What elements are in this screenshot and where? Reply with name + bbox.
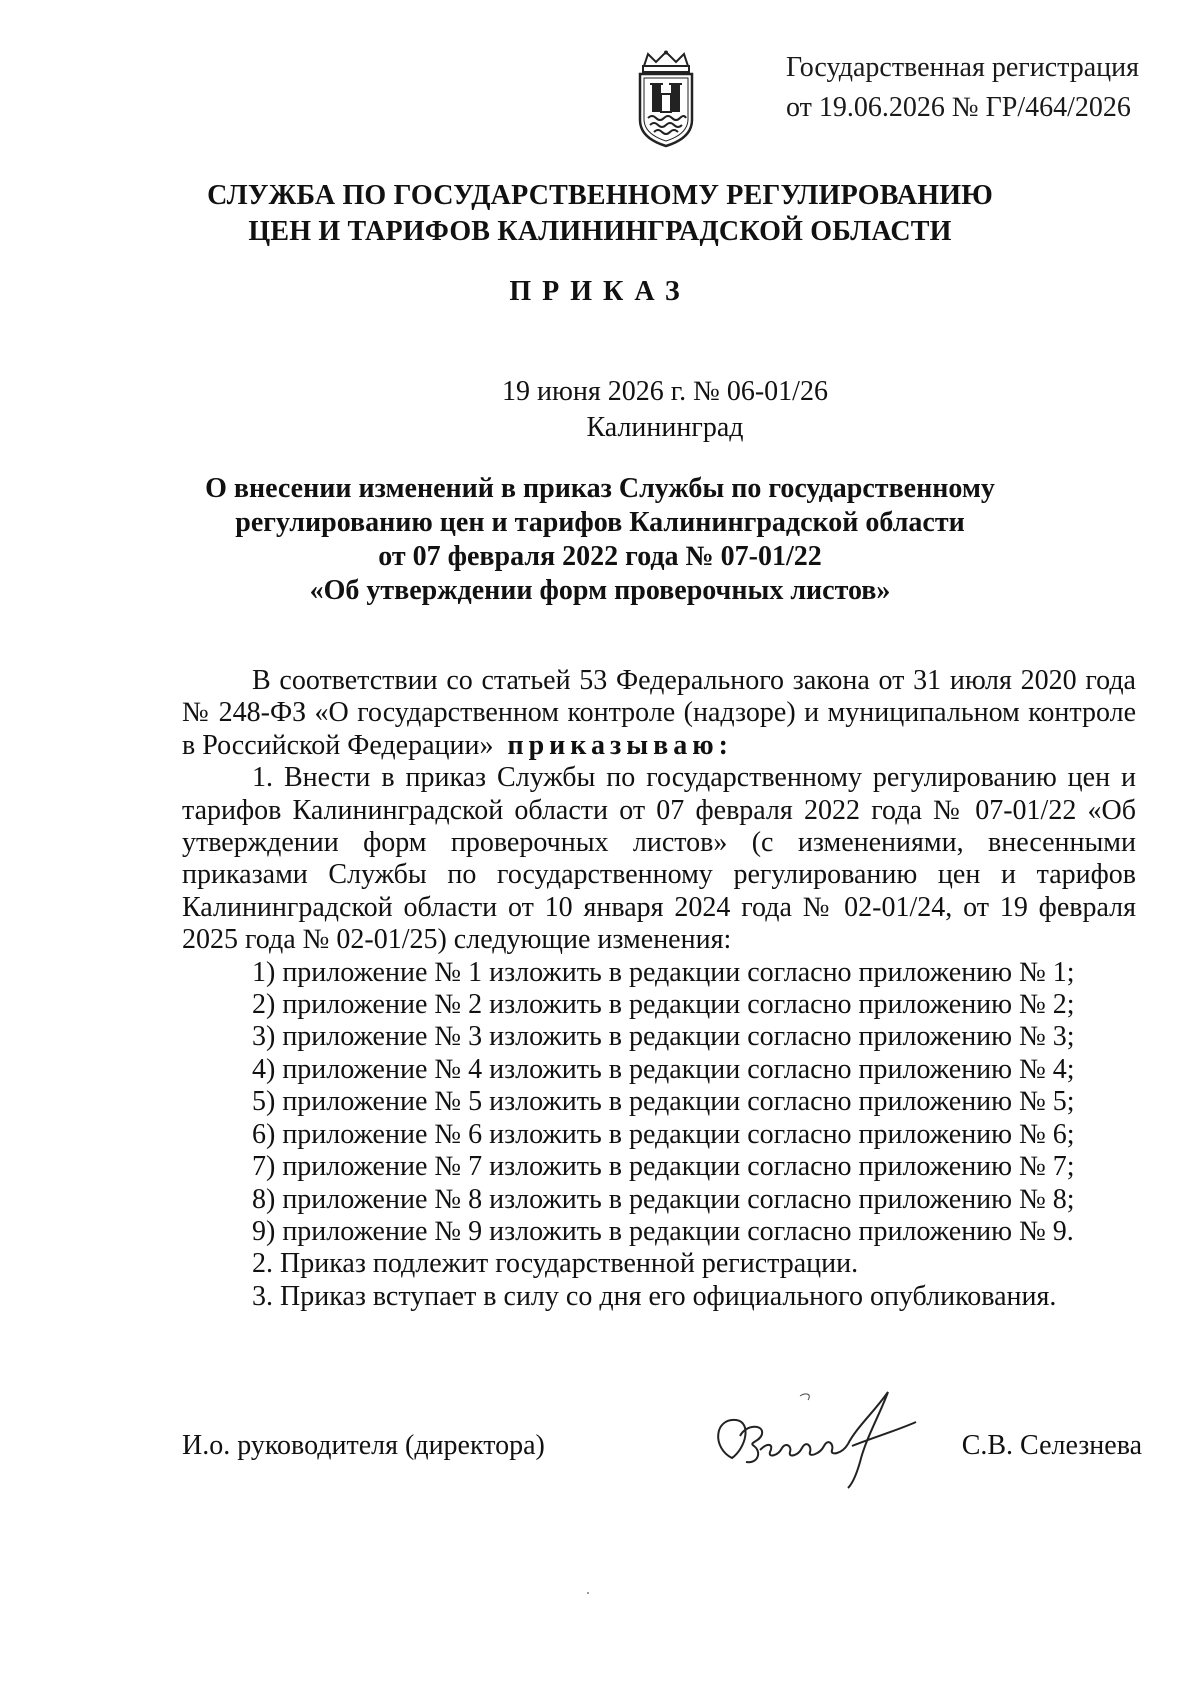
subject-line-4: «Об утверждении форм проверочных листов» (309, 575, 891, 606)
scan-speck (587, 1592, 589, 1594)
registration-stamp (786, 48, 1139, 128)
document-type-heading: ПРИКАЗ (509, 276, 691, 307)
subitem-7: 7) приложение № 7 изложить в редакции согласно приложению № 7; (252, 1151, 1075, 1183)
organization-line-1: СЛУЖБА ПО ГОСУДАРСТВЕННОМУ РЕГУЛИРОВАНИЮ (207, 180, 993, 211)
signatory-position: И.о. руководителя (директора) (182, 1430, 545, 1461)
preamble-text: В соответствии со статьей 53 Федерального закона от 31 июля 2020 года № 248-ФЗ «О государственном контроле (надзоре) и муниципальном контроле в Российской Федерации» (182, 665, 1136, 761)
subject-line-3: от 07 февраля 2022 года № 07-01/22 (378, 541, 822, 572)
subitem-1: 1) приложение № 1 изложить в редакции согласно приложению № 1; (252, 956, 1075, 988)
item-2: 2. Приказ подлежит государственной регистрации. (252, 1248, 859, 1280)
handwritten-signature-icon (702, 1378, 922, 1498)
order-place: Калининград (586, 412, 744, 443)
subitem-5: 5) приложение № 5 изложить в редакции согласно приложению № 5; (252, 1086, 1075, 1118)
signature-block (182, 1410, 1142, 1490)
subject-line-2: регулированию цен и тарифов Калининградской области (235, 507, 965, 538)
subject-line-1: О внесении изменений в приказ Службы по государственному (205, 473, 995, 504)
subitem-8: 8) приложение № 8 изложить в редакции согласно приложению № 8; (252, 1183, 1075, 1215)
subitem-3: 3) приложение № 3 изложить в редакции согласно приложению № 3; (252, 1021, 1075, 1053)
coat-of-arms-icon (626, 50, 706, 150)
order-verb: приказываю: (507, 729, 733, 761)
subitem-9: 9) приложение № 9 изложить в редакции согласно приложению № 9. (252, 1215, 1074, 1247)
date-and-place (0, 374, 1200, 446)
subitem-2: 2) приложение № 2 изложить в редакции согласно приложению № 2; (252, 989, 1075, 1021)
registration-line-2: от 19.06.2026 № ГР/464/2026 (786, 92, 1131, 123)
organization-line-2: ЦЕН И ТАРИФОВ КАЛИНИНГРАДСКОЙ ОБЛАСТИ (248, 216, 952, 247)
item-3: 3. Приказ вступает в силу со дня его официального опубликования. (252, 1280, 1057, 1312)
subitem-4: 4) приложение № 4 изложить в редакции согласно приложению № 4; (252, 1053, 1075, 1085)
order-date-number: 19 июня 2026 г. № 06-01/26 (502, 376, 828, 407)
order-subject (0, 472, 1200, 608)
preamble-paragraph (182, 665, 1136, 762)
organization-title (0, 178, 1200, 250)
subitem-6: 6) приложение № 6 изложить в редакции согласно приложению № 6; (252, 1118, 1075, 1150)
registration-line-1: Государственная регистрация (786, 52, 1139, 83)
order-body (182, 665, 1136, 1313)
item-1-paragraph: 1. Внести в приказ Службы по государственному регулированию цен и тарифов Калининградской области от 07 февраля 2022 года № 07-01/22 «Об утверждении форм проверочных листов» (с изменениями, внесенными приказами Службы по государственному регулированию цен и тарифов Калининградской области от 10 января 2024 года № 02-01/24, от 19 февраля 2025 года № 02-01/25) следующие изменения: (182, 762, 1136, 956)
signatory-name: С.В. Селезнева (961, 1430, 1142, 1461)
